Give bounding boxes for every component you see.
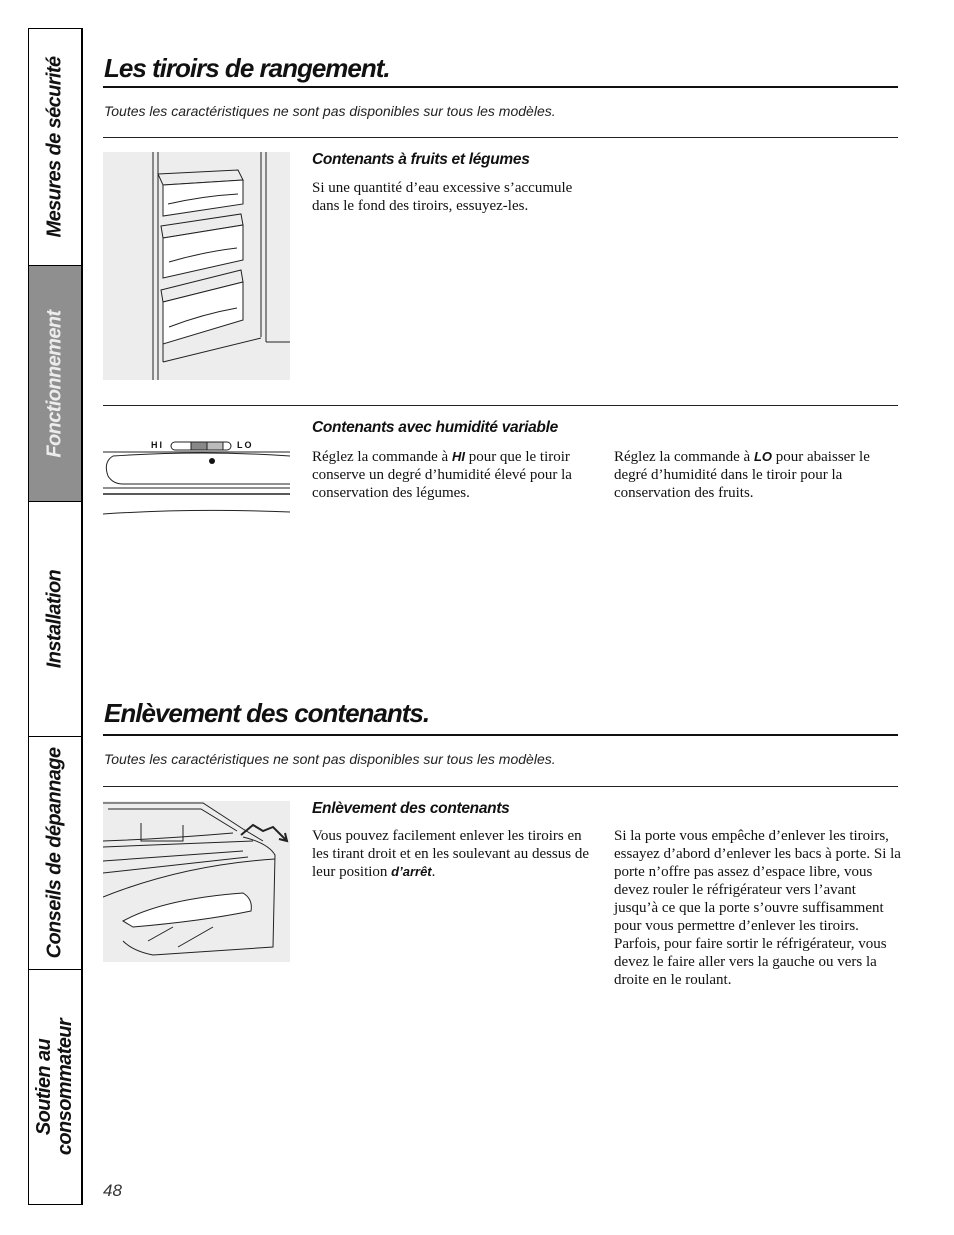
text-run: pour que le tiroir conserve un degré d’humidité élevé pour la conservation des légumes. bbox=[312, 449, 572, 501]
keyword-hi: HI bbox=[451, 449, 465, 464]
tab-fonctionnement[interactable] bbox=[29, 266, 81, 502]
tab-conseils-de-depannage[interactable] bbox=[29, 737, 81, 970]
drawer-removal-drawing bbox=[103, 801, 290, 962]
tab-label-line: consommateur bbox=[54, 1018, 76, 1156]
removal-text-left bbox=[312, 827, 598, 881]
tab-label bbox=[34, 1019, 76, 1155]
slider-lo-label: LO bbox=[237, 440, 254, 450]
slider-hi-label: HI bbox=[151, 440, 164, 450]
sidebar-tabs bbox=[28, 28, 83, 1205]
drawer-removal-illustration bbox=[103, 801, 290, 962]
section-rule bbox=[103, 734, 898, 736]
tab-label: Mesures de sécurité bbox=[43, 56, 66, 238]
keyword-arret: d’arrêt bbox=[391, 864, 432, 879]
tab-soutien-au-consommateur[interactable] bbox=[29, 970, 81, 1204]
tab-label: Conseils de dépannage bbox=[43, 747, 66, 959]
section-title: Enlèvement des contenants. bbox=[104, 698, 430, 728]
tab-label: Installation bbox=[43, 569, 66, 669]
text-run: . bbox=[431, 864, 436, 880]
section-title: Les tiroirs de rangement. bbox=[104, 53, 390, 83]
text-run: pour abaisser le degré d’humidité dans le tiroir pour la conservation des fruits. bbox=[614, 449, 870, 501]
text-run: Réglez la commande à bbox=[312, 449, 452, 465]
crisper-drawers-drawing bbox=[103, 152, 290, 380]
text-run: Réglez la commande à bbox=[614, 449, 754, 465]
subsection-heading: Enlèvement des contenants bbox=[312, 800, 510, 817]
humidity-lo-text bbox=[614, 448, 898, 502]
humidity-slider-drawing bbox=[103, 428, 290, 520]
keyword-lo: LO bbox=[753, 449, 772, 464]
crisper-drawers-illustration bbox=[103, 152, 290, 380]
subsection-heading: Contenants avec humidité variable bbox=[312, 419, 558, 436]
subsection-heading: Contenants à fruits et légumes bbox=[312, 151, 530, 168]
availability-note: Toutes les caractéristiques ne sont pas disponibles sur tous les modèles. bbox=[104, 103, 556, 119]
humidity-control-illustration bbox=[103, 428, 290, 520]
divider bbox=[103, 137, 898, 138]
divider bbox=[103, 786, 898, 787]
tab-label: Fonctionnement bbox=[43, 309, 66, 458]
tab-label-line: Soutien au bbox=[33, 1038, 55, 1136]
availability-note: Toutes les caractéristiques ne sont pas disponibles sur tous les modèles. bbox=[104, 751, 556, 767]
tab-installation[interactable] bbox=[29, 502, 81, 737]
section-rule bbox=[103, 86, 898, 88]
page-number: 48 bbox=[103, 1181, 122, 1200]
fruits-text: Si une quantité d’eau excessive s’accumule dans le fond des tiroirs, essuyez-les. bbox=[312, 180, 573, 214]
removal-text-right: Si la porte vous empêche d’enlever les tiroirs, essayez d’abord d’enlever les bacs à porte. Si la porte n’offre pas assez d’espace libre, vous devez rouler le réfrigérateur vers l’avant jusqu’à ce que la porte s’ouvre suffisamment pour vous permettre d’enlever les tiroirs. Parfois, pour faire sortir le réfrigérateur, vous devez le faire aller vers la gauche ou vers la droite en le roulant. bbox=[614, 828, 901, 988]
text-run: Vous pouvez facilement enlever les tiroirs en les tirant droit et en les soulevant au dessus de leur position bbox=[312, 828, 590, 880]
tab-mesures-de-securite[interactable] bbox=[29, 29, 81, 266]
divider bbox=[103, 405, 898, 406]
humidity-hi-text bbox=[312, 448, 598, 502]
